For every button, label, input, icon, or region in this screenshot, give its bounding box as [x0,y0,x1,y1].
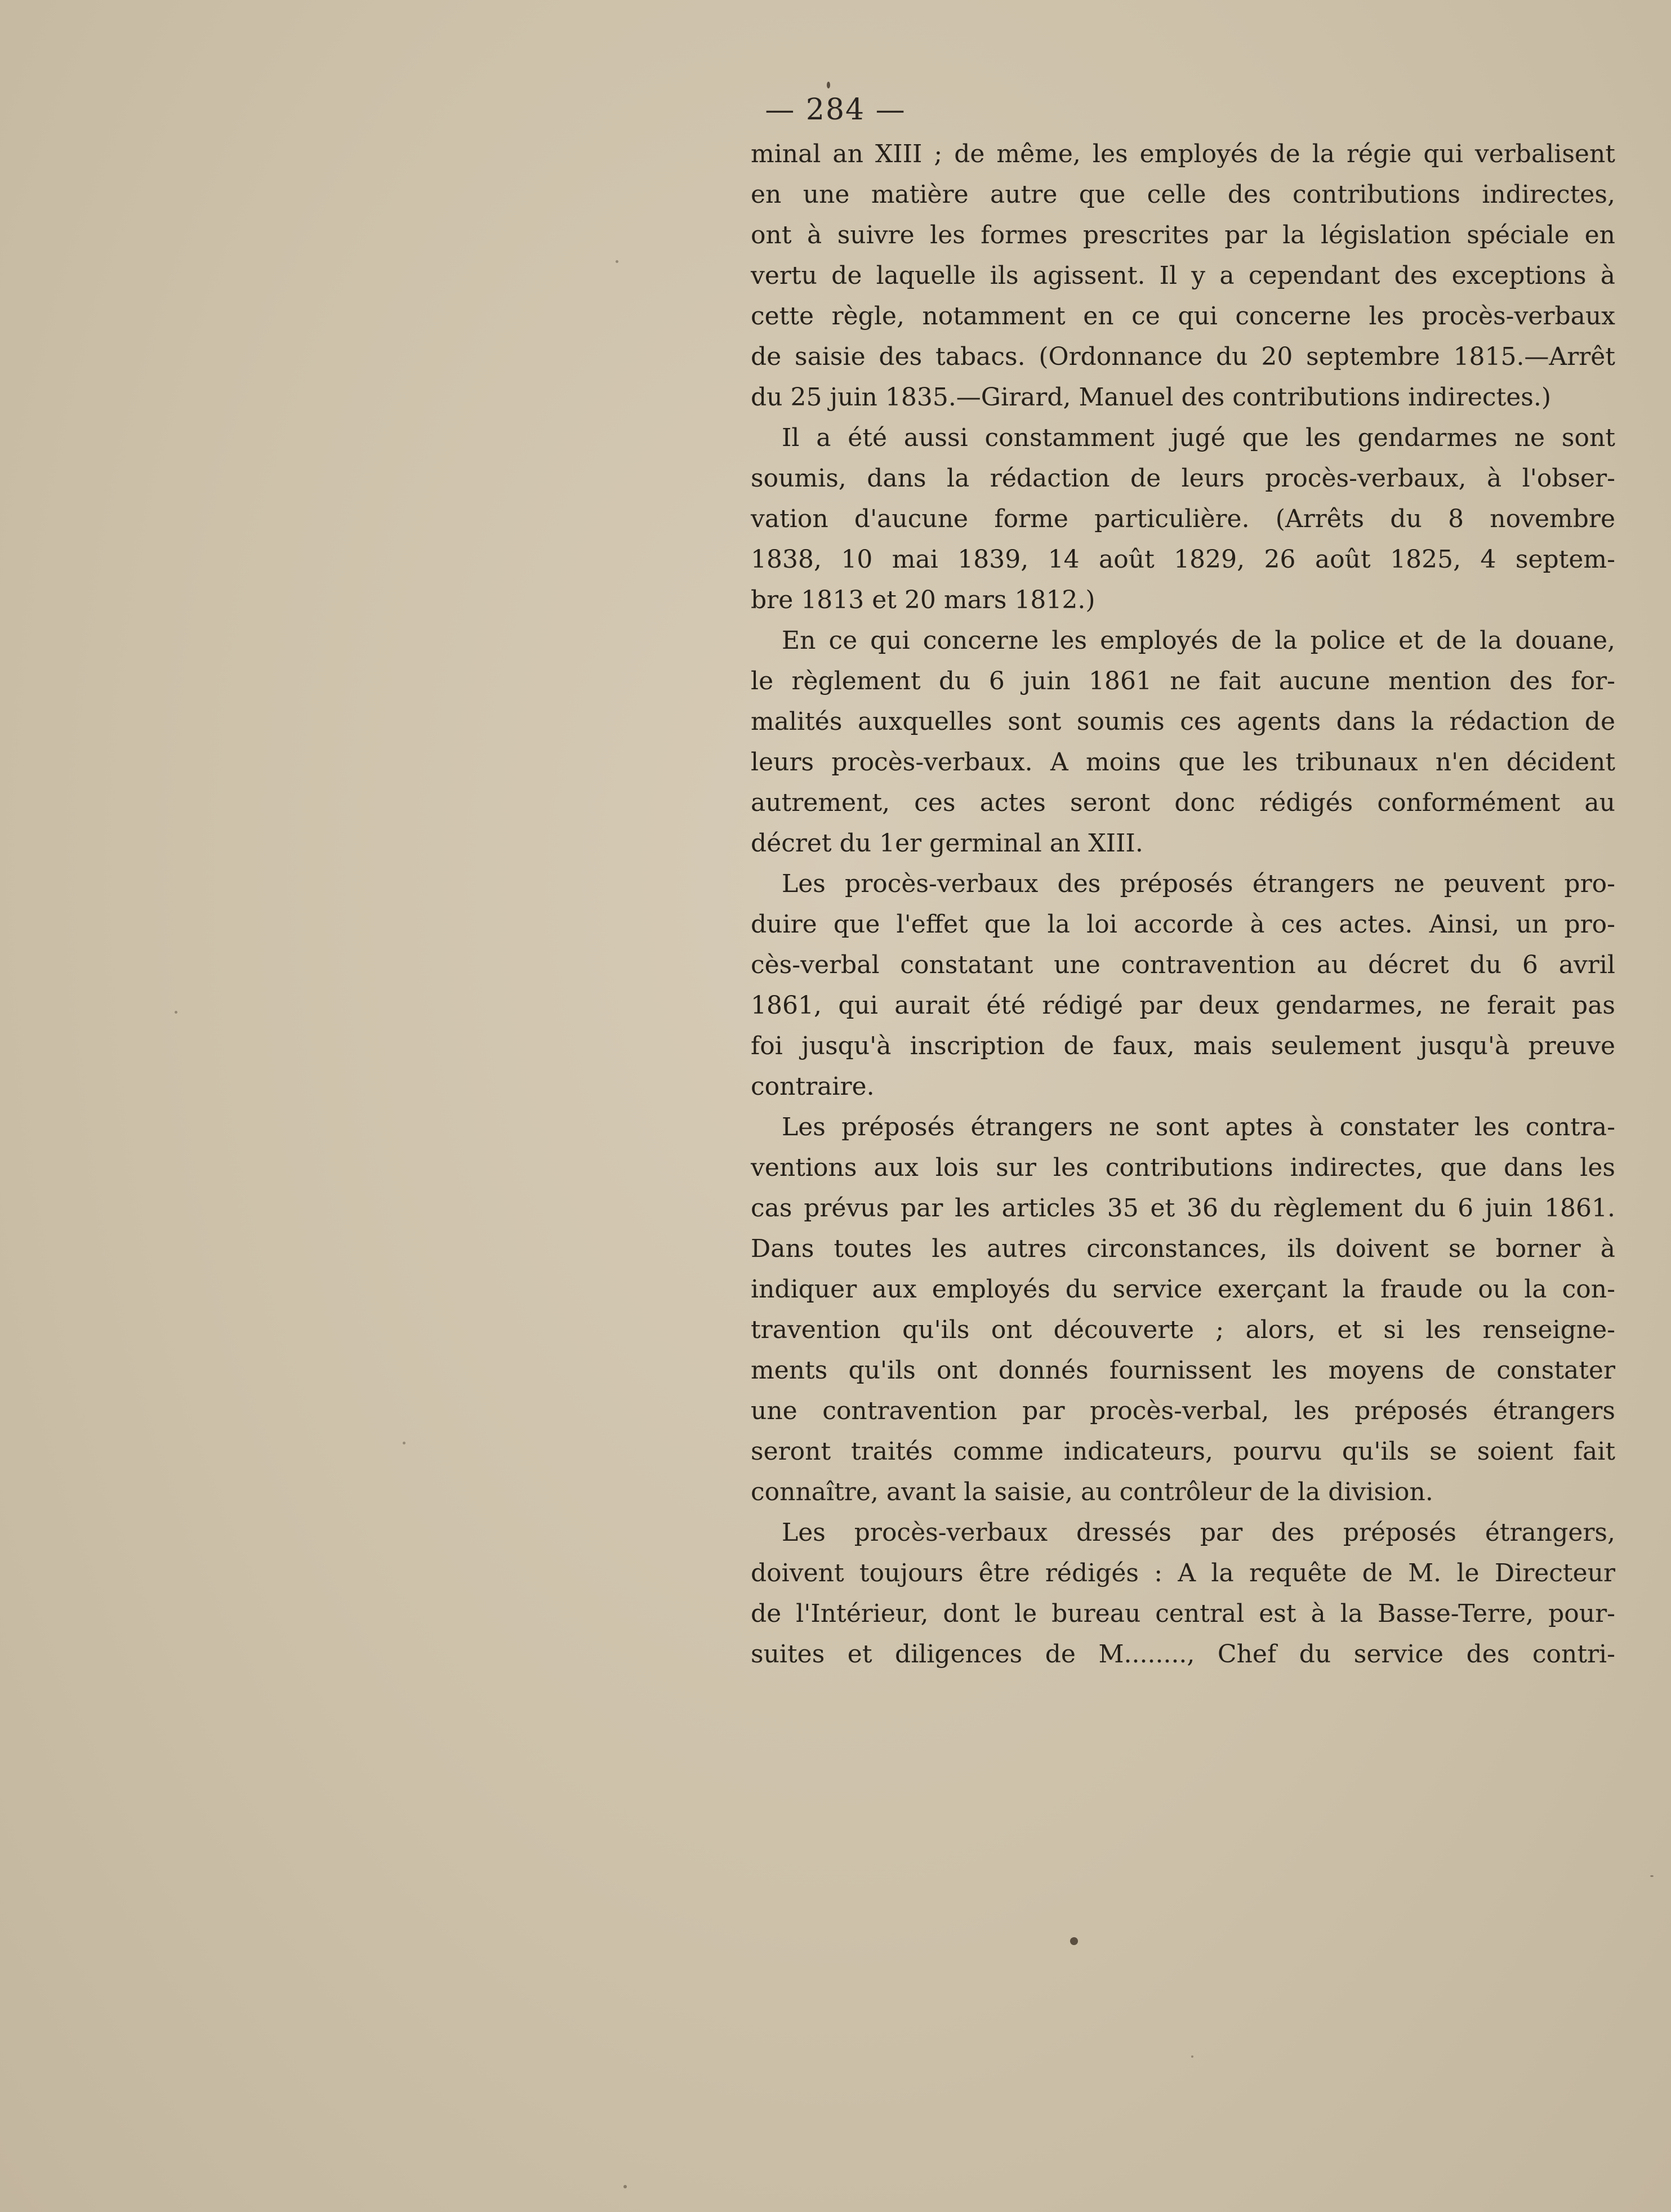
text-line: duire que l'effet que la loi accorde à ces actes. Ainsi, un pro- [751,910,1615,939]
text-line: leurs procès-verbaux. A moins que les tribunaux n'en décident [751,748,1615,777]
paper-speck [623,2185,627,2188]
text-line: ont à suivre les formes prescrites par la législation spéciale en [751,221,1615,249]
text-line: Les procès-verbaux des préposés étrangers ne peuvent pro- [782,869,1615,898]
text-line: contraire. [751,1072,875,1101]
text-line: malités auxquelles sont soumis ces agents dans la rédaction de [751,707,1615,736]
text-line: en une matière autre que celle des contributions indirectes, [751,180,1615,209]
page-number: — 284 — [765,93,906,127]
paper-speck [175,1011,177,1014]
text-line: cas prévus par les articles 35 et 36 du règlement du 6 juin 1861. [751,1194,1615,1223]
text-line: minal an XIII ; de même, les employés de la régie qui verbalisent [751,140,1615,168]
text-line: 1861, qui aurait été rédigé par deux gendarmes, ne ferait pas [751,991,1615,1020]
text-line: 1838, 10 mai 1839, 14 août 1829, 26 août 1825, 4 septem- [751,545,1615,574]
paper-speck [616,260,618,263]
text-line: doivent toujours être rédigés : A la requête de M. le Directeur [751,1559,1615,1587]
paragraph-2 [751,418,1615,621]
text-line: une contravention par procès-verbal, les préposés étrangers [751,1397,1615,1425]
text-line: le règlement du 6 juin 1861 ne fait aucune mention des for- [751,667,1615,695]
text-line: connaître, avant la saisie, au contrôleur de la division. [751,1478,1433,1506]
text-line: vation d'aucune forme particulière. (Arrêts du 8 novembre [751,505,1615,533]
text-line: En ce qui concerne les employés de la police et de la douane, [782,626,1615,655]
paragraph-5 [751,1107,1615,1513]
text-line: ventions aux lois sur les contributions indirectes, que dans les [751,1153,1615,1182]
text-line: Dans toutes les autres circonstances, ils doivent se borner à [751,1234,1615,1263]
text-line: bre 1813 et 20 mars 1812.) [751,586,1095,614]
paper-speck [1191,2055,1193,2058]
text-line: du 25 juin 1835.—Girard, Manuel des contributions indirectes.) [751,383,1552,412]
text-line: travention qu'ils ont découverte ; alors, et si les renseigne- [751,1315,1615,1344]
body-text [751,134,1615,1675]
text-line: Il a été aussi constamment jugé que les gendarmes ne sont [782,423,1615,452]
text-line: décret du 1er germinal an XIII. [751,829,1143,858]
text-line: soumis, dans la rédaction de leurs procès-verbaux, à l'obser- [751,464,1615,493]
text-line: de saisie des tabacs. (Ordonnance du 20 septembre 1815.—Arrêt [751,342,1615,371]
text-line: Les préposés étrangers ne sont aptes à constater les contra- [782,1113,1615,1141]
text-line: autrement, ces actes seront donc rédigés conformément au [751,788,1615,817]
paper-speck [1650,1875,1654,1877]
paper-speck [403,1442,406,1444]
text-line: seront traités comme indicateurs, pourvu qu'ils se soient fait [751,1437,1615,1466]
paper-speck [827,82,830,88]
paragraph-6 [751,1513,1615,1675]
text-line: cette règle, notamment en ce qui concerne les procès-verbaux [751,302,1615,331]
text-line: de l'Intérieur, dont le bureau central est à la Basse-Terre, pour- [751,1599,1615,1628]
text-line: Les procès-verbaux dressés par des préposés étrangers, [782,1518,1615,1547]
text-line: indiquer aux employés du service exerçant la fraude ou la con- [751,1275,1615,1304]
text-line: vertu de laquelle ils agissent. Il y a cependant des exceptions à [751,261,1615,290]
text-line: suites et diligences de M........, Chef du service des contri- [751,1640,1615,1669]
paragraph-1 [751,134,1615,418]
paper-speck [1070,1937,1078,1945]
text-line: foi jusqu'à inscription de faux, mais seulement jusqu'à preuve [751,1032,1615,1060]
paragraph-3 [751,621,1615,864]
text-line: ments qu'ils ont donnés fournissent les moyens de constater [751,1356,1615,1385]
text-line: cès-verbal constatant une contravention au décret du 6 avril [751,951,1615,979]
paragraph-4 [751,864,1615,1107]
